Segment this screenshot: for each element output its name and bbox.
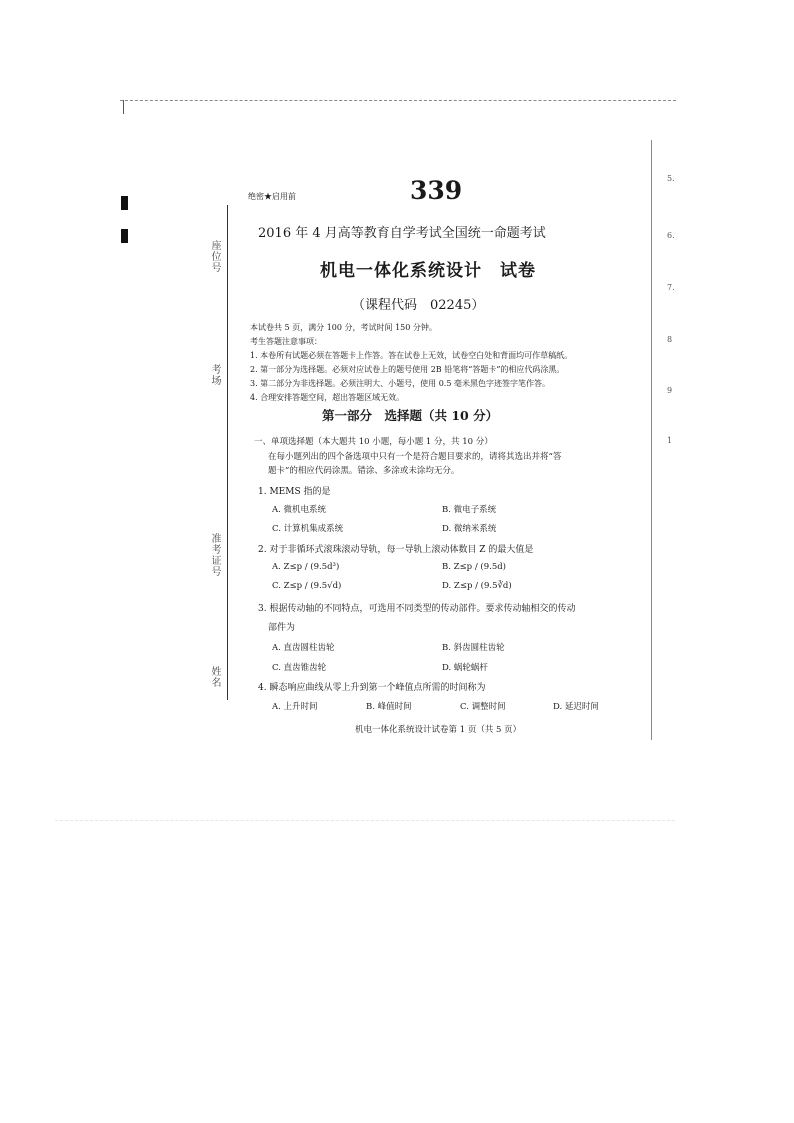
margin-number: 6. <box>667 231 675 240</box>
question-stem: 3. 根据传动轴的不同特点，可选用不同类型的传动部件。要求传动轴相交的传动 <box>258 604 576 614</box>
question-option: B. 斜齿圆柱齿轮 <box>442 643 505 653</box>
instruction-line: 4. 合理安排答题空间，超出答题区域无效。 <box>250 393 405 402</box>
question-option: B. 峰值时间 <box>366 702 412 712</box>
faint-scan-line <box>55 820 675 821</box>
binding-line <box>227 205 228 700</box>
confidential-label: 绝密★启用前 <box>248 192 296 201</box>
question-stem: 4. 瞬态响应曲线从零上升到第一个峰值点所需的时间称为 <box>258 683 486 693</box>
question-stem-continued: 部件为 <box>268 623 296 633</box>
question-stem: 2. 对于非循环式滚珠滚动导轨，每一导轨上滚动体数目 Z 的最大值是 <box>258 545 534 555</box>
margin-number: 8 <box>667 335 673 344</box>
question-option: C. Z≤p / (9.5√d) <box>272 581 342 591</box>
question-option: A. 直齿圆柱齿轮 <box>272 643 335 653</box>
question-option: A. Z≤p / (9.5d³) <box>272 562 340 572</box>
instruction-line: 2. 第一部分为选择题。必须对应试卷上的题号使用 2B 铅笔将“答题卡”的相应代码涂黑。 <box>250 365 565 374</box>
paper-code: 339 <box>410 176 463 205</box>
right-page-edge <box>651 140 652 740</box>
margin-number: 9 <box>667 386 673 395</box>
registration-mark <box>121 229 128 243</box>
margin-number: 5. <box>667 174 675 183</box>
question-option: C. 计算机集成系统 <box>272 524 344 534</box>
question-option: D. 微纳米系统 <box>442 524 497 534</box>
section-description: 在每小题列出的四个备选项中只有一个是符合题目要求的，请将其选出并将“答 <box>268 452 562 462</box>
question-option: B. 微电子系统 <box>442 505 497 515</box>
course-title: 机电一体化系统设计 试卷 <box>320 261 536 281</box>
section-description: 题卡”的相应代码涂黑。错涂、多涂或未涂均无分。 <box>268 466 460 476</box>
question-stem: 1. MEMS 指的是 <box>258 487 331 497</box>
question-option: D. 蜗轮蜗杆 <box>442 663 488 673</box>
exam-title: 2016 年 4 月高等教育自学考试全国统一命题考试 <box>258 226 546 241</box>
margin-number: 1 <box>667 436 673 445</box>
question-option: C. 调整时间 <box>460 702 506 712</box>
margin-number: 7. <box>667 283 675 292</box>
instruction-line: 本试卷共 5 页，满分 100 分，考试时间 150 分钟。 <box>250 323 437 332</box>
registration-mark <box>121 196 128 210</box>
page-footer: 机电一体化系统设计试卷第 1 页（共 5 页） <box>355 725 522 735</box>
question-option: D. Z≤p / (9.5∛d) <box>442 581 512 591</box>
question-option: A. 微机电系统 <box>272 505 327 515</box>
instruction-line: 考生答题注意事项： <box>250 337 322 346</box>
section-heading: 一、单项选择题（本大题共 10 小题，每小题 1 分，共 10 分） <box>254 437 493 447</box>
instruction-line: 1. 本卷所有试题必须在答题卡上作答。答在试卷上无效，试卷空白处和背面均可作草稿纸。 <box>250 351 573 360</box>
course-code: （课程代码 02245） <box>352 298 485 313</box>
question-option: B. Z≤p / (9.5d) <box>442 562 506 572</box>
part-one-heading: 第一部分 选择题（共 10 分） <box>322 408 499 423</box>
binding-label-room: 考场 <box>209 364 220 386</box>
binding-label-seat: 座位号 <box>209 240 220 273</box>
question-option: A. 上升时间 <box>272 702 318 712</box>
top-scan-rule <box>120 100 676 101</box>
instruction-line: 3. 第二部分为非选择题。必须注明大、小题号，使用 0.5 毫米黑色字迹签字笔作答。 <box>250 379 550 388</box>
binding-label-id: 准考证号 <box>209 533 220 577</box>
binding-label-name: 姓名 <box>209 666 220 688</box>
question-option: D. 延迟时间 <box>553 702 599 712</box>
top-corner-tick <box>123 100 124 114</box>
question-option: C. 直齿锥齿轮 <box>272 663 327 673</box>
